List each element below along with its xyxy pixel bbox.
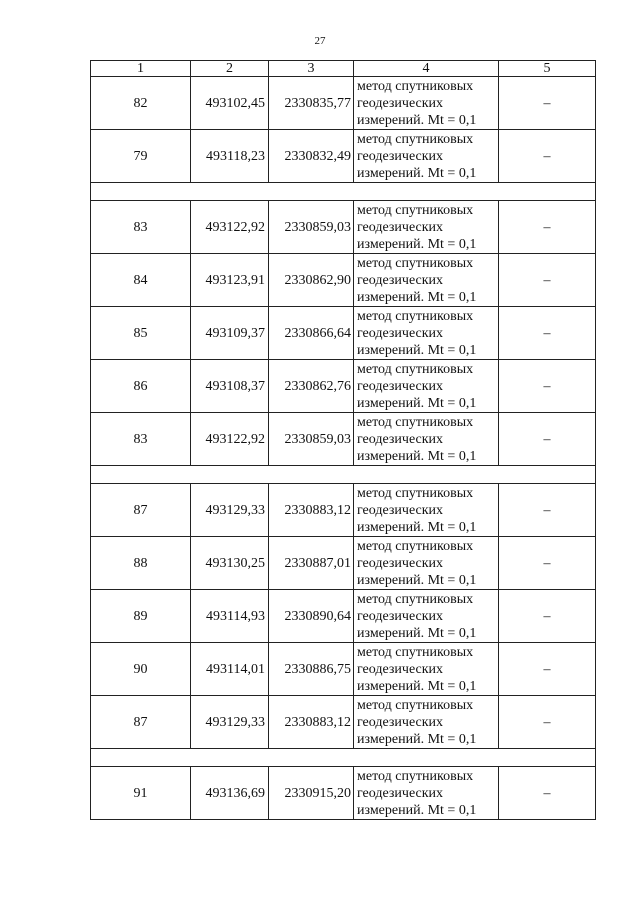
x-coordinate-cell: 493102,45 <box>191 77 269 130</box>
method-line: измерений. Mt = 0,1 <box>357 679 477 694</box>
table-row <box>91 696 596 749</box>
header-col-4: 4 <box>354 61 499 77</box>
method-line: метод спутниковых <box>357 698 474 713</box>
note-cell: – <box>499 254 596 307</box>
method-line: метод спутниковых <box>357 539 474 554</box>
method-line: метод спутниковых <box>357 769 474 784</box>
y-coordinate-cell: 2330859,03 <box>269 201 354 254</box>
point-number-cell: 86 <box>91 360 191 413</box>
method-cell <box>354 413 499 466</box>
method-line: геодезических <box>357 432 444 447</box>
method-line: геодезических <box>357 273 444 288</box>
x-coordinate-cell: 493129,33 <box>191 696 269 749</box>
y-coordinate-cell: 2330883,12 <box>269 484 354 537</box>
table-row <box>91 537 596 590</box>
table-separator-row <box>91 183 596 201</box>
note-cell: – <box>499 77 596 130</box>
method-line: измерений. Mt = 0,1 <box>357 520 477 535</box>
y-coordinate-cell: 2330859,03 <box>269 413 354 466</box>
table-row <box>91 307 596 360</box>
method-cell <box>354 254 499 307</box>
method-line: геодезических <box>357 556 444 571</box>
y-coordinate-cell: 2330866,64 <box>269 307 354 360</box>
header-row <box>91 61 596 77</box>
method-line: геодезических <box>357 326 444 341</box>
point-number-cell: 79 <box>91 130 191 183</box>
method-line: метод спутниковых <box>357 203 474 218</box>
point-number-cell: 88 <box>91 537 191 590</box>
note-cell: – <box>499 484 596 537</box>
y-coordinate-cell: 2330862,90 <box>269 254 354 307</box>
x-coordinate-cell: 493109,37 <box>191 307 269 360</box>
table-row <box>91 254 596 307</box>
y-coordinate-cell: 2330890,64 <box>269 590 354 643</box>
method-line: геодезических <box>357 220 444 235</box>
y-coordinate-cell: 2330835,77 <box>269 77 354 130</box>
y-coordinate-cell: 2330883,12 <box>269 696 354 749</box>
header-col-1: 1 <box>91 61 191 77</box>
x-coordinate-cell: 493123,91 <box>191 254 269 307</box>
point-number-cell: 85 <box>91 307 191 360</box>
method-line: метод спутниковых <box>357 645 474 660</box>
table-row <box>91 130 596 183</box>
x-coordinate-cell: 493108,37 <box>191 360 269 413</box>
point-number-cell: 91 <box>91 767 191 820</box>
x-coordinate-cell: 493122,92 <box>191 201 269 254</box>
point-number-cell: 83 <box>91 201 191 254</box>
method-line: измерений. Mt = 0,1 <box>357 732 477 747</box>
point-number-cell: 90 <box>91 643 191 696</box>
method-line: геодезических <box>357 786 444 801</box>
method-line: метод спутниковых <box>357 486 474 501</box>
method-line: геодезических <box>357 609 444 624</box>
separator-cell <box>91 749 596 767</box>
table-row <box>91 360 596 413</box>
page-number: 27 <box>314 35 326 47</box>
method-line: геодезических <box>357 96 444 111</box>
method-line: геодезических <box>357 149 444 164</box>
y-coordinate-cell: 2330862,76 <box>269 360 354 413</box>
method-cell <box>354 307 499 360</box>
point-number-cell: 87 <box>91 696 191 749</box>
method-line: метод спутниковых <box>357 309 474 324</box>
note-cell: – <box>499 413 596 466</box>
method-line: метод спутниковых <box>357 362 474 377</box>
method-cell <box>354 130 499 183</box>
point-number-cell: 84 <box>91 254 191 307</box>
point-number-cell: 87 <box>91 484 191 537</box>
method-line: измерений. Mt = 0,1 <box>357 803 477 818</box>
method-cell <box>354 590 499 643</box>
note-cell: – <box>499 643 596 696</box>
table-header <box>91 61 596 77</box>
point-number-cell: 83 <box>91 413 191 466</box>
method-line: измерений. Mt = 0,1 <box>357 573 477 588</box>
y-coordinate-cell: 2330832,49 <box>269 130 354 183</box>
method-line: измерений. Mt = 0,1 <box>357 290 477 305</box>
table-row <box>91 201 596 254</box>
note-cell: – <box>499 360 596 413</box>
note-cell: – <box>499 307 596 360</box>
x-coordinate-cell: 493114,93 <box>191 590 269 643</box>
method-cell <box>354 537 499 590</box>
x-coordinate-cell: 493130,25 <box>191 537 269 590</box>
x-coordinate-cell: 493136,69 <box>191 767 269 820</box>
coordinates-table <box>90 60 596 820</box>
method-line: измерений. Mt = 0,1 <box>357 343 477 358</box>
table-separator-row <box>91 466 596 484</box>
method-cell <box>354 767 499 820</box>
table-row <box>91 413 596 466</box>
method-line: геодезических <box>357 503 444 518</box>
note-cell: – <box>499 590 596 643</box>
y-coordinate-cell: 2330915,20 <box>269 767 354 820</box>
header-col-2: 2 <box>191 61 269 77</box>
method-line: измерений. Mt = 0,1 <box>357 396 477 411</box>
method-line: измерений. Mt = 0,1 <box>357 237 477 252</box>
method-line: геодезических <box>357 715 444 730</box>
y-coordinate-cell: 2330886,75 <box>269 643 354 696</box>
table-row <box>91 643 596 696</box>
method-cell <box>354 643 499 696</box>
point-number-cell: 82 <box>91 77 191 130</box>
y-coordinate-cell: 2330887,01 <box>269 537 354 590</box>
separator-cell <box>91 183 596 201</box>
method-cell <box>354 77 499 130</box>
method-line: метод спутниковых <box>357 132 474 147</box>
table-body <box>91 77 596 820</box>
note-cell: – <box>499 537 596 590</box>
point-number-cell: 89 <box>91 590 191 643</box>
x-coordinate-cell: 493129,33 <box>191 484 269 537</box>
x-coordinate-cell: 493118,23 <box>191 130 269 183</box>
method-cell <box>354 360 499 413</box>
method-line: метод спутниковых <box>357 256 474 271</box>
table-row <box>91 484 596 537</box>
method-line: измерений. Mt = 0,1 <box>357 113 477 128</box>
method-line: измерений. Mt = 0,1 <box>357 166 477 181</box>
separator-cell <box>91 466 596 484</box>
header-col-5: 5 <box>499 61 596 77</box>
method-line: геодезических <box>357 662 444 677</box>
table-row <box>91 590 596 643</box>
note-cell: – <box>499 201 596 254</box>
header-col-3: 3 <box>269 61 354 77</box>
method-line: геодезических <box>357 379 444 394</box>
method-line: метод спутниковых <box>357 415 474 430</box>
method-cell <box>354 484 499 537</box>
table-row <box>91 767 596 820</box>
method-cell <box>354 201 499 254</box>
x-coordinate-cell: 493122,92 <box>191 413 269 466</box>
table-row <box>91 77 596 130</box>
note-cell: – <box>499 767 596 820</box>
method-line: измерений. Mt = 0,1 <box>357 449 477 464</box>
table-separator-row <box>91 749 596 767</box>
method-cell <box>354 696 499 749</box>
method-line: метод спутниковых <box>357 79 474 94</box>
note-cell: – <box>499 130 596 183</box>
x-coordinate-cell: 493114,01 <box>191 643 269 696</box>
method-line: измерений. Mt = 0,1 <box>357 626 477 641</box>
method-line: метод спутниковых <box>357 592 474 607</box>
note-cell: – <box>499 696 596 749</box>
